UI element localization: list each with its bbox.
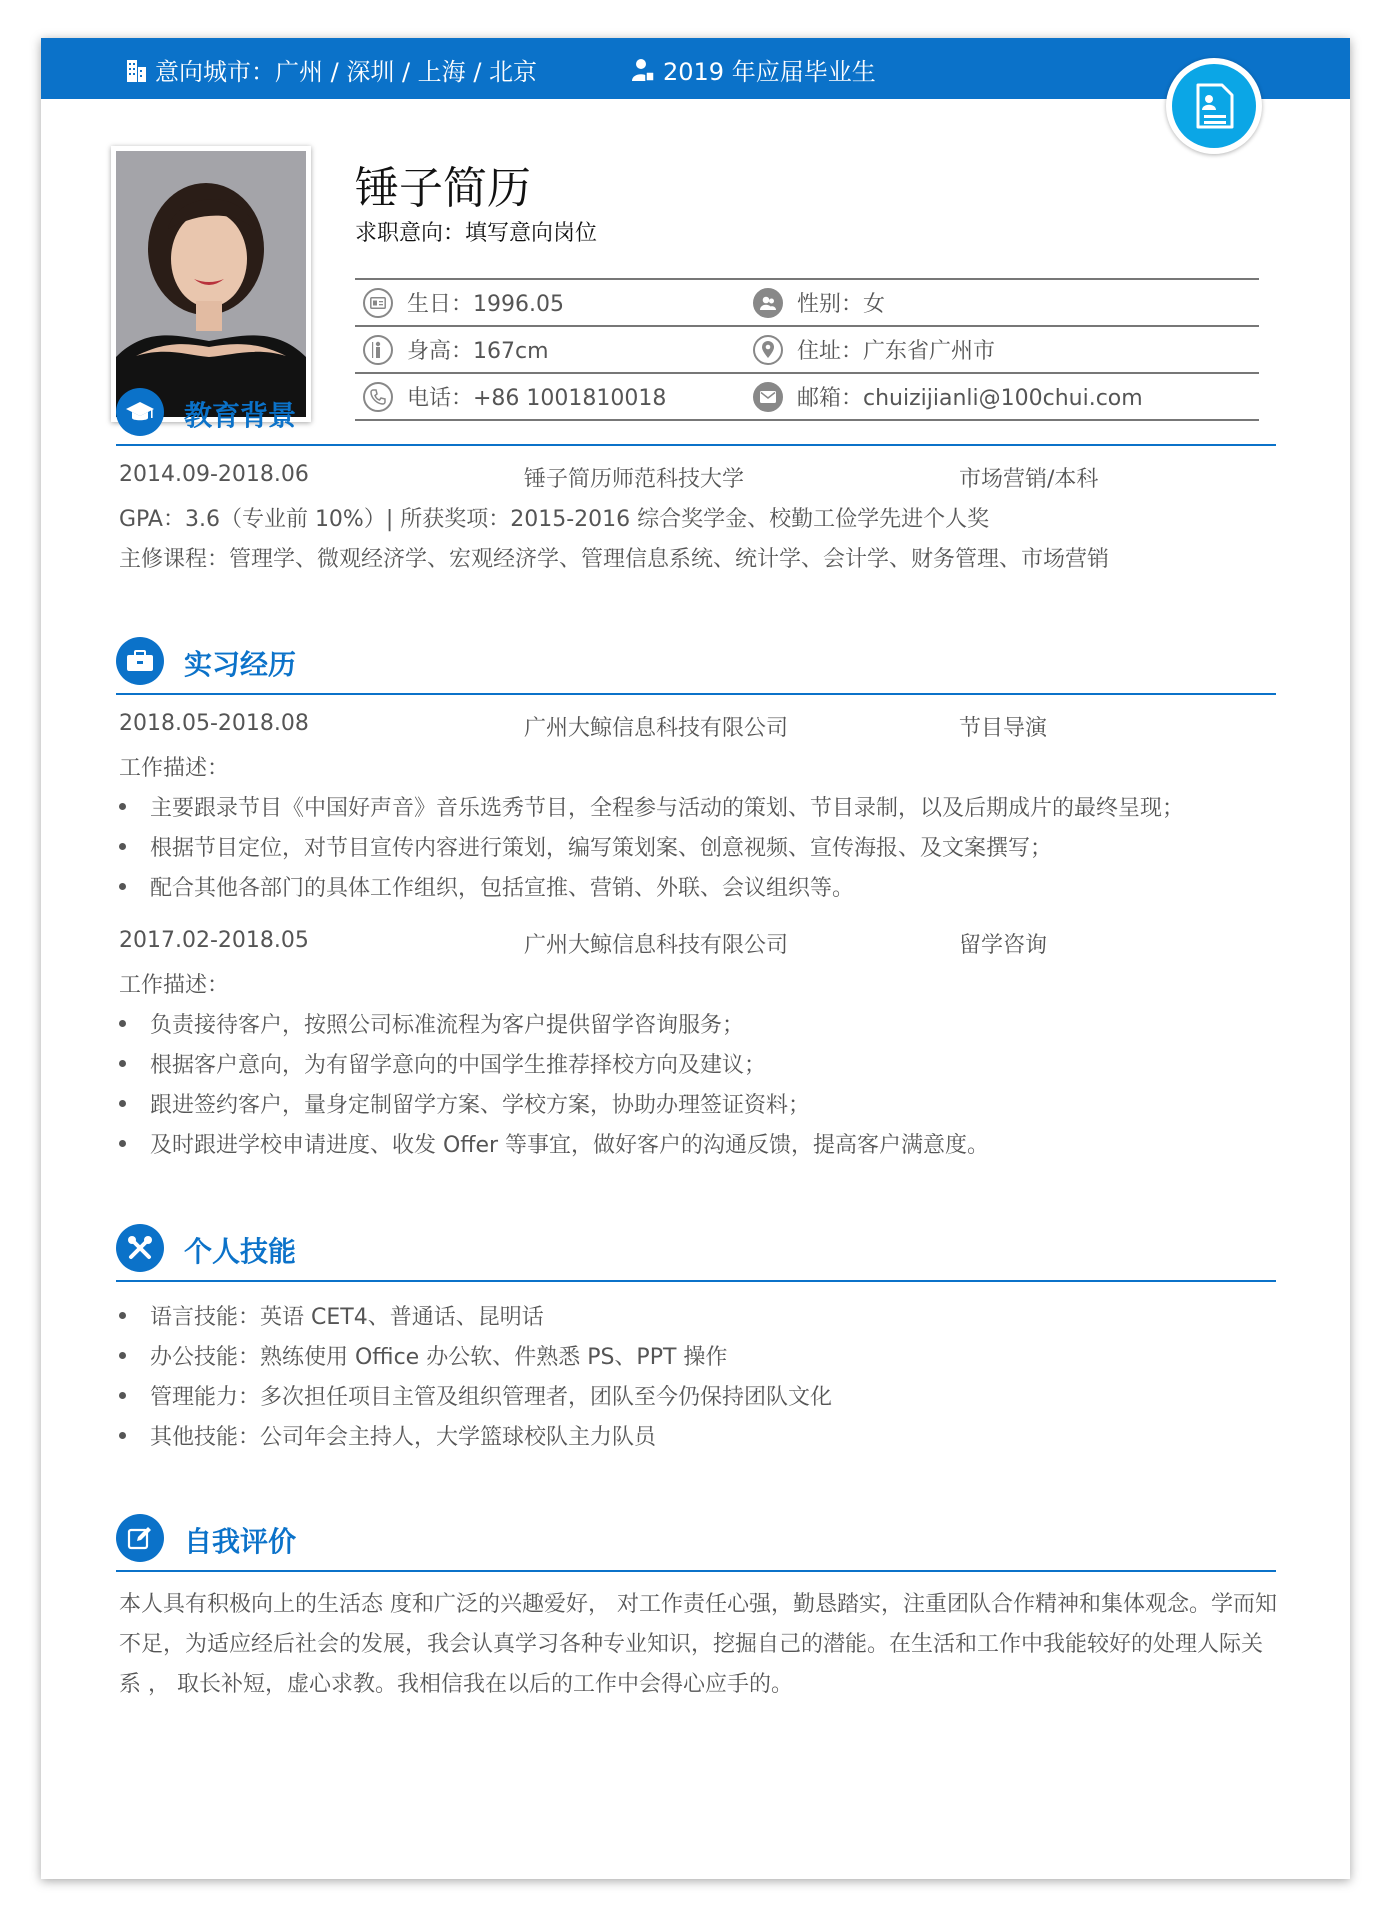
list-item: 根据客户意向，为有留学意向的中国学生推荐择校方向及建议； <box>119 1048 766 1079</box>
gender-icon <box>753 288 783 318</box>
list-item: 负责接待客户，按照公司标准流程为客户提供留学咨询服务； <box>119 1008 744 1039</box>
height-cell <box>363 327 549 372</box>
list-item: 其他技能：公司年会主持人，大学篮球校队主力队员 <box>119 1420 656 1451</box>
list-item: 及时跟进学校申请进度、收发 Offer 等事宜，做好客户的沟通反馈，提高客户满意度。 <box>119 1128 989 1159</box>
self-eval-header <box>116 1510 1276 1572</box>
job-role: 留学咨询 <box>959 933 1048 958</box>
gender-text: 性别：女 <box>797 292 886 317</box>
status-text: 2019 年应届毕业生 <box>663 58 876 86</box>
job-intent: 求职意向：填写意向岗位 <box>355 221 598 246</box>
candidate-name: 锤子简历 <box>355 163 531 214</box>
job-role: 节目导演 <box>959 716 1048 741</box>
edit-icon <box>116 1514 164 1562</box>
resume-sheet <box>41 38 1350 1879</box>
info-row <box>355 280 1259 327</box>
city-text: 意向城市：广州 / 深圳 / 上海 / 北京 <box>155 58 538 86</box>
job-company: 广州大鲸信息科技有限公司 <box>524 933 789 958</box>
id-card-icon <box>363 288 393 318</box>
list-item: 根据节目定位，对节目宣传内容进行策划，编写策划案、创意视频、宣传海报、及文案撰写； <box>119 831 1052 862</box>
user-icon <box>631 58 655 82</box>
education-gpa: GPA：3.6（专业前 10%）| 所获奖项：2015-2016 综合奖学金、校勤工俭学先进个人奖 <box>119 507 990 532</box>
education-major: 市场营销/本科 <box>959 467 1099 492</box>
list-item: 跟进签约客户，量身定制留学方案、学校方案，协助办理签证资料； <box>119 1088 810 1119</box>
self-eval-title: 自我评价 <box>184 1525 297 1558</box>
job-desc-label: 工作描述： <box>119 973 230 998</box>
height-text: 身高：167cm <box>407 339 549 364</box>
education-school: 锤子简历师范科技大学 <box>524 467 745 492</box>
list-item: 配合其他各部门的具体工作组织，包括宣推、营销、外联、会议组织等。 <box>119 871 854 902</box>
internship-title: 实习经历 <box>184 648 297 681</box>
city-preference <box>125 52 537 87</box>
graduate-status <box>631 52 876 87</box>
birth-text: 生日：1996.05 <box>407 292 564 317</box>
height-icon <box>363 335 393 365</box>
education-period: 2014.09-2018.06 <box>119 462 309 487</box>
list-item: 主要跟录节目《中国好声音》音乐选秀节目，全程参与活动的策划、节目录制，以及后期成片的最终呈现； <box>119 791 1184 822</box>
building-icon <box>125 58 147 82</box>
skills-title: 个人技能 <box>184 1235 297 1268</box>
education-title: 教育背景 <box>184 399 297 432</box>
birth-cell <box>363 280 564 325</box>
graduation-cap-icon <box>116 388 164 436</box>
address-cell <box>753 327 995 372</box>
internship-header <box>116 633 1276 695</box>
resume-document-icon <box>1192 82 1236 130</box>
job-period: 2018.05-2018.08 <box>119 711 309 736</box>
address-text: 住址：广东省广州市 <box>797 339 996 364</box>
email-text: 邮箱：chuizijianli@100chui.com <box>797 386 1143 411</box>
list-item: 管理能力：多次担任项目主管及组织管理者，团队至今仍保持团队文化 <box>119 1380 832 1411</box>
briefcase-icon <box>116 637 164 685</box>
profile-photo <box>111 146 311 422</box>
job-company: 广州大鲸信息科技有限公司 <box>524 716 789 741</box>
top-bar <box>41 38 1350 99</box>
education-header <box>116 384 1276 446</box>
info-row <box>355 327 1259 374</box>
list-item: 语言技能：英语 CET4、普通话、昆明话 <box>119 1300 544 1331</box>
self-eval-text: 本人具有积极向上的生活态 度和广泛的兴趣爱好， 对工作责任心强，勤恳踏实，注重团队合作精神和集体观念。学而知不足，为适应经后社会的发展，我会认真学习各种专业知识，挖掘自己的潜能。在生活和工作中我能较好的处理人际关系 ， 取长补短，虚心求教。我相信我在以后的工作中会得心应手的。 <box>119 1592 1277 1697</box>
location-pin-icon <box>753 335 783 365</box>
portrait-image <box>116 151 306 417</box>
education-courses: 主修课程：管理学、微观经济学、宏观经济学、管理信息系统、统计学、会计学、财务管理、市场营销 <box>119 547 1110 572</box>
job-desc-label: 工作描述： <box>119 756 230 781</box>
resume-badge <box>1166 58 1262 154</box>
phone-text: 电话：+86 1001810018 <box>407 386 667 411</box>
tools-icon <box>116 1224 164 1272</box>
list-item: 办公技能：熟练使用 Office 办公软、件熟悉 PS、PPT 操作 <box>119 1340 727 1371</box>
gender-cell <box>753 280 885 325</box>
job-period: 2017.02-2018.05 <box>119 928 309 953</box>
skills-header <box>116 1220 1276 1282</box>
